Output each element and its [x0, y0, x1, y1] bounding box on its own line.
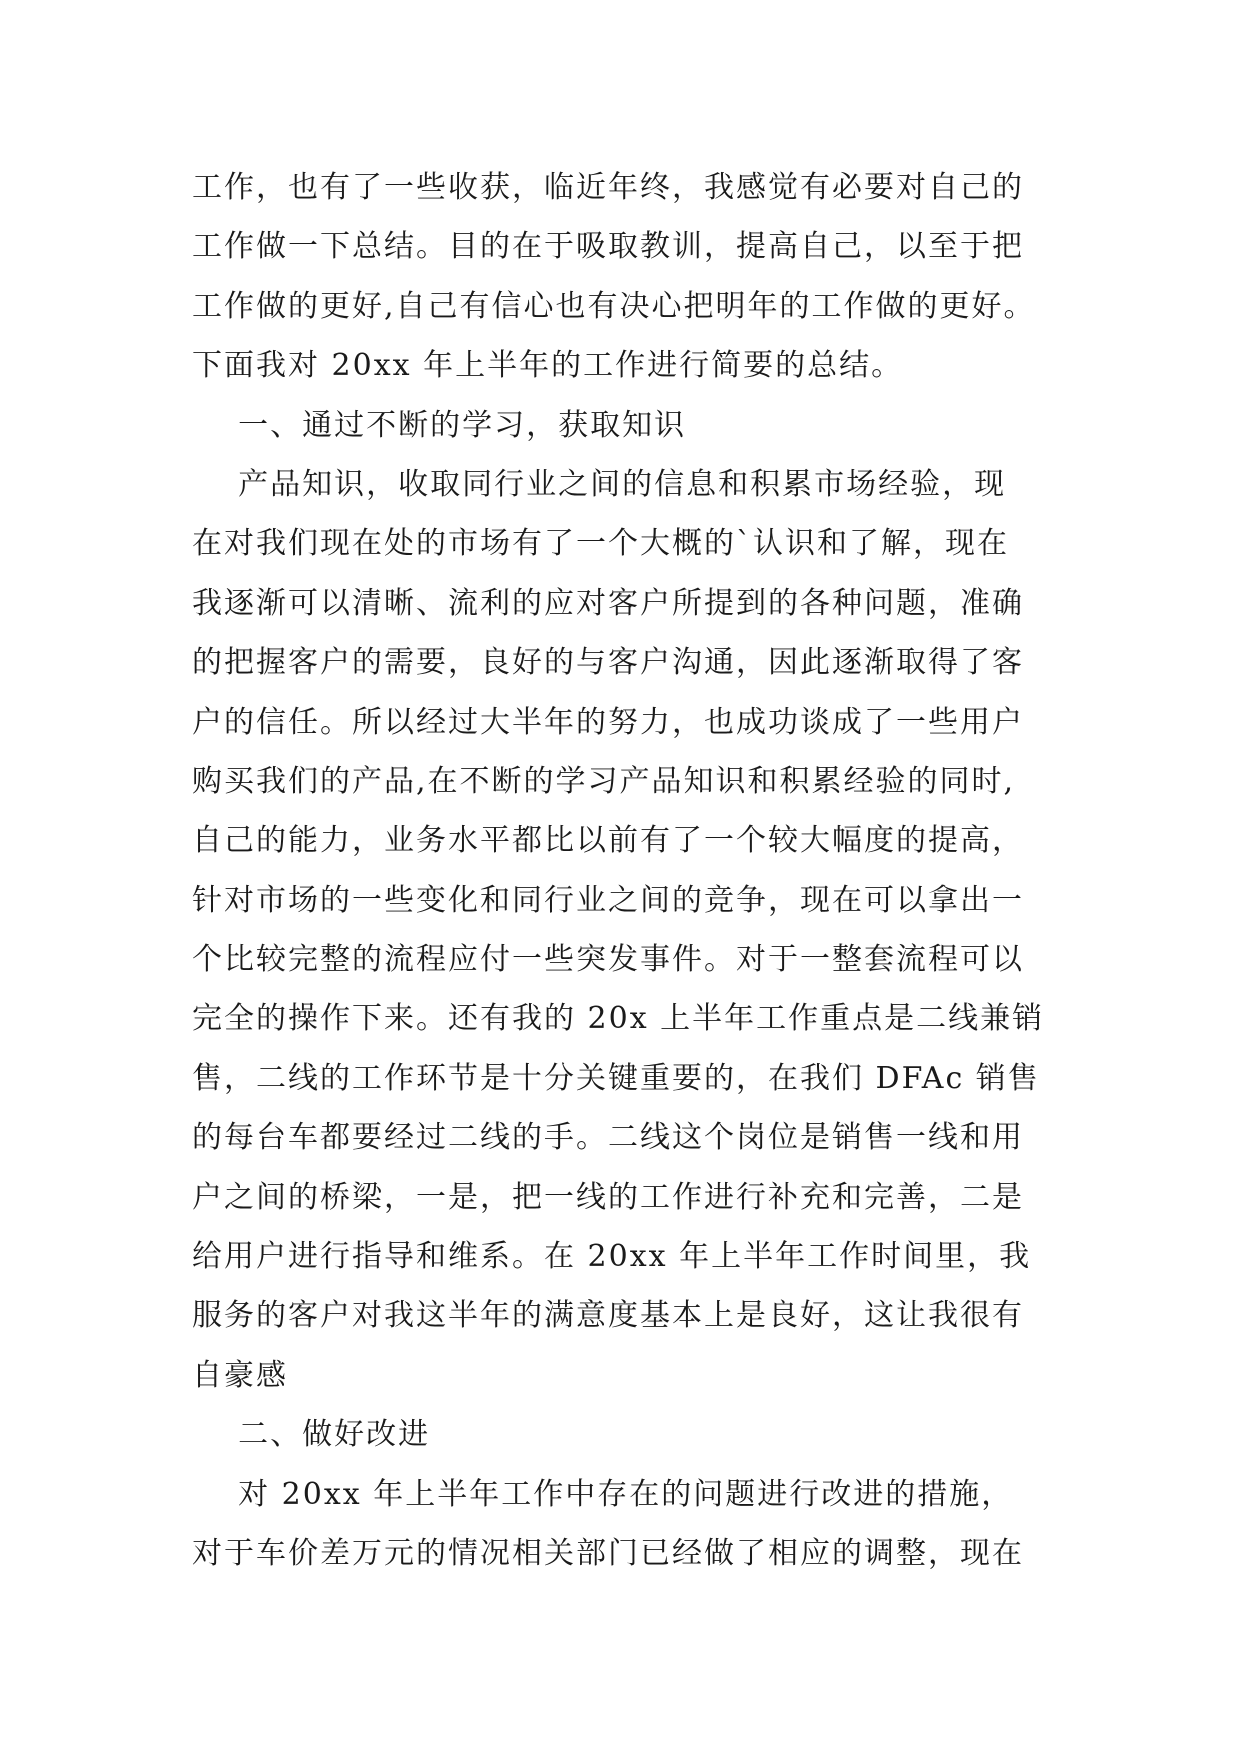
text-line: 针对市场的一些变化和同行业之间的竞争，现在可以拿出一: [192, 882, 1024, 918]
text-line: 对于车价差万元的情况相关部门已经做了相应的调整，现在: [192, 1535, 1024, 1571]
text-line: 购买我们的产品,在不断的学习产品知识和积累经验的同时,: [192, 763, 1016, 799]
text-line: 售，二线的工作环节是十分关键重要的，在我们 DFAc 销售: [192, 1060, 1040, 1096]
text-line: 在对我们现在处的市场有了一个大概的`认识和了解，现在: [192, 526, 1009, 562]
text-line: 对 20xx 年上半年工作中存在的问题进行改进的措施，: [192, 1476, 1014, 1512]
text-line: 给用户进行指导和维系。在 20xx 年上半年工作时间里，我: [192, 1239, 1032, 1275]
text-line: 自己的能力，业务水平都比以前有了一个较大幅度的提高，: [192, 823, 1024, 859]
text-line: 产品知识，收取同行业之间的信息和积累市场经验，现: [192, 466, 1007, 502]
text-line: 自豪感: [192, 1357, 288, 1393]
text-line: 的每台车都要经过二线的手。二线这个岗位是销售一线和用: [192, 1120, 1024, 1156]
text-line: 户之间的桥梁，一是，把一线的工作进行补充和完善，二是: [192, 1179, 1024, 1215]
text-line: 的把握客户的需要，良好的与客户沟通，因此逐渐取得了客: [192, 645, 1024, 681]
text-line: 个比较完整的流程应付一些突发事件。对于一整套流程可以: [192, 942, 1024, 978]
section-heading: 二、做好改进: [192, 1417, 431, 1453]
document-body: [192, 158, 1092, 1583]
text-line: 我逐渐可以清晰、流利的应对客户所提到的各种问题，准确: [192, 585, 1024, 621]
text-line: 工作，也有了一些收获，临近年终，我感觉有必要对自己的: [192, 170, 1024, 205]
text-line: 下面我对 20xx 年上半年的工作进行简要的总结。: [192, 348, 904, 384]
text-line: 完全的操作下来。还有我的 20x 上半年工作重点是二线兼销: [192, 1001, 1045, 1037]
text-line: 户的信任。所以经过大半年的努力，也成功谈成了一些用户: [192, 704, 1024, 740]
text-line: 工作做的更好,自己有信心也有决心把明年的工作做的更好。: [192, 288, 1036, 324]
section-heading: 一、通过不断的学习，获取知识: [192, 407, 687, 443]
text-line: 服务的客户对我这半年的满意度基本上是良好，这让我很有: [192, 1298, 1024, 1334]
text-line: 工作做一下总结。目的在于吸取教训，提高自己，以至于把: [192, 229, 1024, 265]
